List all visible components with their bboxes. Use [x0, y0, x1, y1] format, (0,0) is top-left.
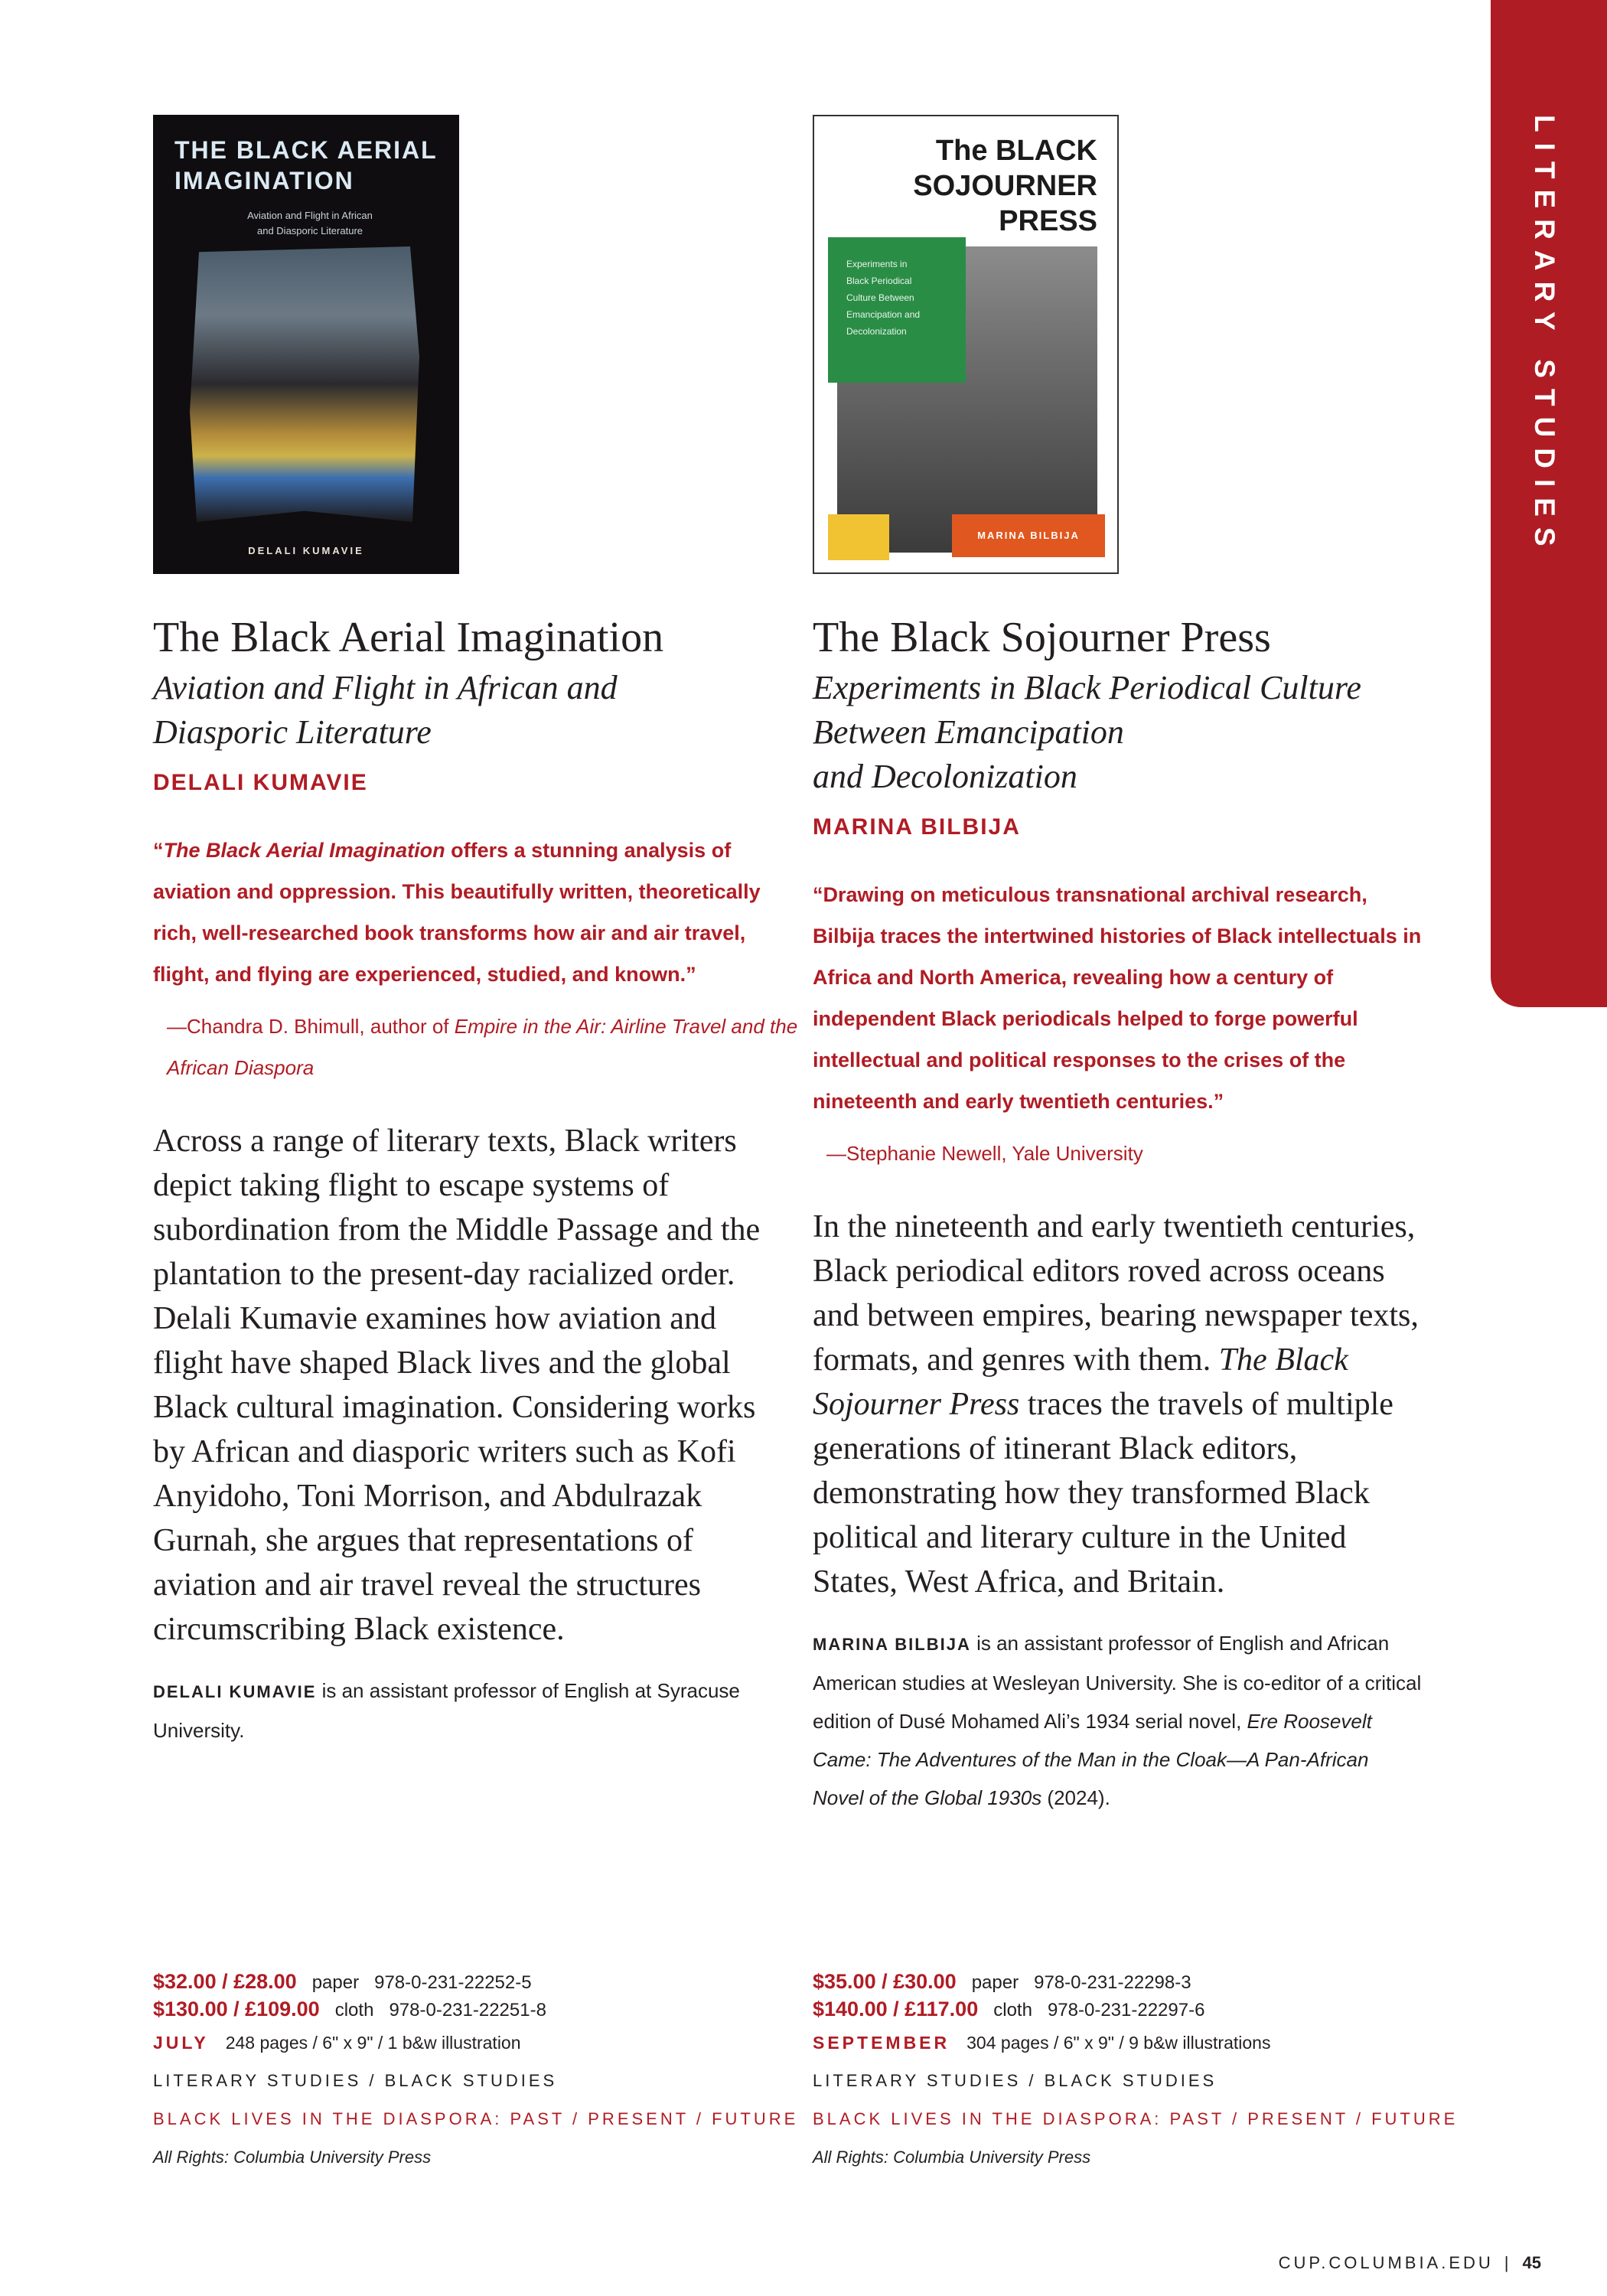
book-title: The Black Sojourner Press [813, 614, 1271, 661]
attribution-italic: Empire in the Air: Airline Travel and the African Diaspora [167, 1015, 798, 1079]
cover-title-line: The BLACK [935, 135, 1097, 167]
page-number: 45 [1522, 2253, 1541, 2272]
cover-author: DELALI KUMAVIE [248, 545, 364, 556]
price: $32.00 / £28.00 [153, 1970, 297, 1993]
book-description [153, 1119, 773, 1652]
endorsement-quote [153, 830, 773, 995]
isbn: 978-0-231-22297-6 [1047, 2000, 1205, 2020]
quote-text: offers a stunning analysis of aviation and oppression. This beautifully written, theoretically rich, well-researched book transforms how air and air travel, flight, and flying are experienced, studied, and known.” [153, 839, 761, 986]
page-specs: 248 pages / 6" x 9" / 1 b&w illustration [225, 2033, 521, 2053]
book-listing-2 [813, 115, 1471, 1817]
cover-subtitle [828, 237, 966, 383]
series: BLACK LIVES IN THE DIASPORA: PAST / PRESENT / FUTURE [813, 2109, 1459, 2128]
quote-open: “ [153, 839, 164, 862]
rights: All Rights: Columbia University Press [153, 2148, 432, 2167]
book-author: DELALI KUMAVIE [153, 770, 368, 795]
cover-subtitle-line: Emancipation and [846, 309, 921, 320]
bio-text-after: (2024). [1041, 1786, 1110, 1809]
page-specs: 304 pages / 6" x 9" / 9 b&w illustrations [966, 2033, 1271, 2053]
description-text: Across a range of literary texts, Black writers depict taking flight to escape systems of subordination from the Middle Passage and the plantation to the present-day racialized order. Delali Kumavie examines how aviation and flight have shaped Black lives and the global Black cultural imagination. Considering works by African and diasporic writers such as Kofi Anyidoho, Toni Morrison, and Abdulrazak Gurnah, she argues that representations of aviation and air travel reveal the structures circumscribing Black existence. [153, 1124, 761, 1647]
book-subtitle [153, 666, 811, 755]
pub-month: SEPTEMBER [813, 2033, 950, 2053]
endorsement-attribution [167, 1006, 811, 1088]
bio-name: DELALI KUMAVIE [153, 1682, 317, 1701]
format: cloth [993, 2000, 1032, 2020]
subjects: LITERARY STUDIES / BLACK STUDIES [813, 2071, 1217, 2090]
cover-author: MARINA BILBIJA [952, 514, 1105, 557]
price: $130.00 / £109.00 [153, 1998, 320, 2020]
cover-title-line: PRESS [999, 205, 1097, 237]
pub-month: JULY [153, 2033, 209, 2053]
book-subtitle [813, 666, 1471, 799]
subjects: LITERARY STUDIES / BLACK STUDIES [153, 2071, 558, 2090]
footer-separator: | [1504, 2253, 1512, 2272]
footer-site: CUP.COLUMBIA.EDU [1278, 2253, 1494, 2272]
book-listing-1 [153, 115, 811, 1750]
cover-subtitle-line: Experiments in [846, 259, 908, 269]
section-tab-label: LITERARY STUDIES [1529, 115, 1560, 557]
page-footer [1279, 2253, 1541, 2273]
format: paper [971, 1972, 1019, 1993]
cover-subtitle-line: Aviation and Flight in African [247, 210, 373, 221]
description-text: In the nineteenth and early twentieth centuries, Black periodical editors roved across oceans and between empires, bearing newspaper texts, formats, and genres with them. [813, 1209, 1419, 1378]
quote-open: “ [813, 883, 823, 906]
subtitle-line: Experiments in Black Periodical Culture [813, 669, 1361, 706]
cover-subtitle [199, 208, 421, 239]
price-line [153, 1968, 811, 1996]
cover-subtitle-line: and Diasporic Literature [256, 225, 363, 236]
cover-subtitle-line: Culture Between [846, 292, 914, 303]
subtitle-line: Diasporic Literature [153, 713, 432, 751]
cover-artwork [190, 246, 419, 522]
cover-color-block [828, 514, 889, 560]
isbn: 978-0-231-22252-5 [374, 1972, 532, 1993]
rights: All Rights: Columbia University Press [813, 2148, 1091, 2167]
cover-title-line: THE BLACK AERIAL [174, 136, 438, 164]
description-italic: The Black Sojourner Press [813, 1342, 1348, 1422]
isbn: 978-0-231-22251-8 [389, 2000, 546, 2020]
endorsement-quote [813, 874, 1433, 1122]
cover-title [913, 133, 1097, 239]
bio-italic: Ere Roosevelt Came: The Adventures of the Man in the Cloak—A Pan-African Novel of the Global 1930s [813, 1710, 1372, 1809]
subtitle-line: Between Emancipation [813, 713, 1124, 751]
subtitle-line: and Decolonization [813, 758, 1077, 795]
price-line [813, 1968, 1471, 1996]
description-text-after: traces the travels of multiple generations of itinerant Black editors, demonstrating how they transformed Black political and literary culture in the United States, West Africa, and Britain. [813, 1387, 1393, 1600]
pub-specs [153, 2024, 811, 2062]
cover-title [174, 135, 438, 196]
author-bio [813, 1624, 1425, 1817]
pub-specs [813, 2024, 1471, 2062]
book-info-2 [813, 1968, 1471, 2177]
book-cover-image [813, 115, 1119, 574]
bio-text: is an assistant professor of English at Syracuse University. [153, 1679, 740, 1742]
format: cloth [334, 2000, 374, 2020]
book-author: MARINA BILBIJA [813, 814, 1021, 840]
cover-title-line: SOJOURNER [913, 170, 1097, 202]
quote-italic: The Black Aerial Imagination [163, 839, 445, 862]
isbn: 978-0-231-22298-3 [1034, 1972, 1191, 1993]
book-title: The Black Aerial Imagination [153, 614, 664, 661]
book-info-1 [153, 1968, 811, 2177]
cover-subtitle-line: Decolonization [846, 326, 907, 337]
cover-title-line: IMAGINATION [174, 167, 354, 194]
book-description [813, 1205, 1433, 1604]
author-bio [153, 1671, 765, 1750]
cover-subtitle-line: Black Periodical [846, 276, 912, 286]
book-cover-image [153, 115, 459, 574]
price: $35.00 / £30.00 [813, 1970, 957, 1993]
attribution-text: —Stephanie Newell, Yale University [826, 1142, 1143, 1165]
bio-name: MARINA BILBIJA [813, 1635, 971, 1654]
endorsement-attribution [826, 1133, 1471, 1174]
price-line [813, 1996, 1471, 2024]
quote-text: Drawing on meticulous transnational archival research, Bilbija traces the intertwined histories of Black intellectuals in Africa and North America, revealing how a century of independent Black periodicals helped to forge powerful intellectual and political responses to the crises of the nineteenth and early twentieth centuries.” [813, 883, 1422, 1113]
series: BLACK LIVES IN THE DIASPORA: PAST / PRESENT / FUTURE [153, 2109, 799, 2128]
bio-text: is an assistant professor of English and African American studies at Wesleyan University. She is co-editor of a critical edition of Dusé Mohamed Ali’s 1934 serial novel, [813, 1632, 1422, 1733]
attribution-text: —Chandra D. Bhimull, author of [167, 1015, 455, 1038]
format: paper [311, 1972, 360, 1993]
price-line [153, 1996, 811, 2024]
price: $140.00 / £117.00 [813, 1998, 979, 2020]
subtitle-line: Aviation and Flight in African and [153, 669, 618, 706]
